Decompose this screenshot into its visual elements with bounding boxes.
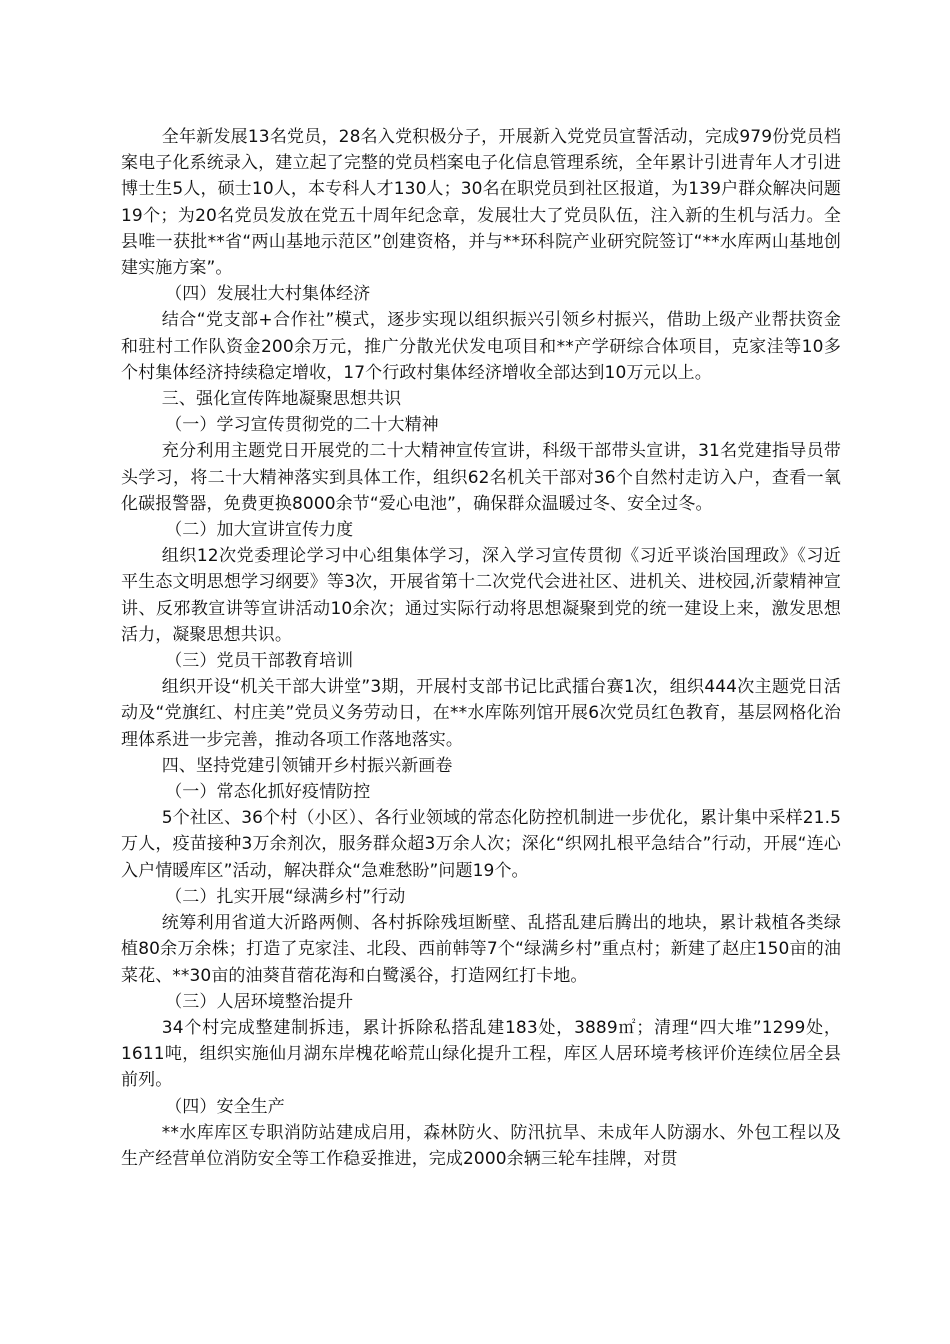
paragraph: 结合“党支部+合作社”模式，逐步实现以组织振兴引领乡村振兴，借助上级产业帮扶资金和驻村工作队资金200余万元，推广分散光伏发电项目和**产学研综合体项目，克家洼等10多个村集体经济持续稳定增收，17个行政村集体经济增收全部达到10万元以上。 <box>121 310 841 383</box>
subsection-heading: （二）扎实开展“绿满乡村”行动 <box>165 886 406 907</box>
subsection-heading: （二）加大宣讲宣传力度 <box>165 520 354 541</box>
section-heading: 四、坚持党建引领铺开乡村振兴新画卷 <box>161 755 453 776</box>
paragraph: 组织开设“机关干部大讲堂”3期，开展村支部书记比武擂台赛1次，组织444次主题党日活动及“党旗红、村庄美”党员义务劳动日，在**水库陈列馆开展6次党员红色教育，基层网格化治理体系进一步完善，推动各项工作落地落实。 <box>121 677 841 750</box>
subsection-heading: （四）发展壮大村集体经济 <box>165 284 371 305</box>
subsection-heading: （三）党员干部教育培训 <box>165 651 354 672</box>
subsection-heading: （一）常态化抓好疫情防控 <box>165 782 371 803</box>
subsection-heading: （三）人居环境整治提升 <box>165 991 354 1012</box>
paragraph: 组织12次党委理论学习中心组集体学习，深入学习宣传贯彻《习近平谈治国理政》《习近平生态文明思想学习纲要》等3次，开展省第十二次党代会进社区、进机关、进校园,沂蒙精神宣讲、反邪教宣讲等宣讲活动10余次；通过实际行动将思想凝聚到党的统一建设上来，激发思想活力，凝聚思想共识。 <box>121 546 841 645</box>
paragraph: 充分利用主题党日开展党的二十大精神宣传宣讲，科级干部带头宣讲，31名党建指导员带头学习，将二十大精神落实到具体工作，组织62名机关干部对36个自然村走访入户，查看一氧化碳报警器，免费更换8000余节“爱心电池”，确保群众温暖过冬、安全过冬。 <box>121 441 841 514</box>
paragraph: 5个社区、36个村（小区）、各行业领域的常态化防控机制进一步优化，累计集中采样21.5万人，疫苗接种3万余剂次，服务群众超3万余人次；深化“织网扎根平急结合”行动，开展“连心入户情暖库区”活动，解决群众“急难愁盼”问题19个。 <box>121 808 841 881</box>
section-heading: 三、强化宣传阵地凝聚思想共识 <box>161 389 402 410</box>
subsection-heading: （四）安全生产 <box>165 1096 285 1117</box>
subsection-heading: （一）学习宣传贯彻党的二十大精神 <box>165 415 439 436</box>
paragraph: 34个村完成整建制拆违，累计拆除私搭乱建183处，3889㎡；清理“四大堆”1299处，1611吨，组织实施仙月湖东岸槐花峪荒山绿化提升工程，库区人居环境考核评价连续位居全县前列。 <box>121 1017 841 1091</box>
paragraph: 全年新发展13名党员，28名入党积极分子，开展新入党党员宣誓活动，完成979份党员档案电子化系统录入，建立起了完整的党员档案电子化信息管理系统，全年累计引进青年人才引进博士生5人，硕士10人，本专科人才130人；30名在职党员到社区报道，为139户群众解决问题19个；为20名党员发放在党五十周年纪念章，发展壮大了党员队伍，注入新的生机与活力。全县唯一获批**省“两山基地示范区”创建资格，并与**环科院产业研究院签订“**水库两山基地创建实施方案”。 <box>121 127 841 279</box>
document-body <box>121 124 841 1172</box>
paragraph: **水库库区专职消防站建成启用，森林防火、防汛抗旱、未成年人防溺水、外包工程以及生产经营单位消防安全等工作稳妥推进，完成2000余辆三轮车挂牌，对贯 <box>121 1122 841 1169</box>
paragraph: 统筹利用省道大沂路两侧、各村拆除残垣断壁、乱搭乱建后腾出的地块，累计栽植各类绿植80余万余株；打造了克家洼、北段、西前韩等7个“绿满乡村”重点村；新建了赵庄150亩的油菜花、**30亩的油葵苜蓿花海和白鹭溪谷，打造网红打卡地。 <box>121 913 841 986</box>
